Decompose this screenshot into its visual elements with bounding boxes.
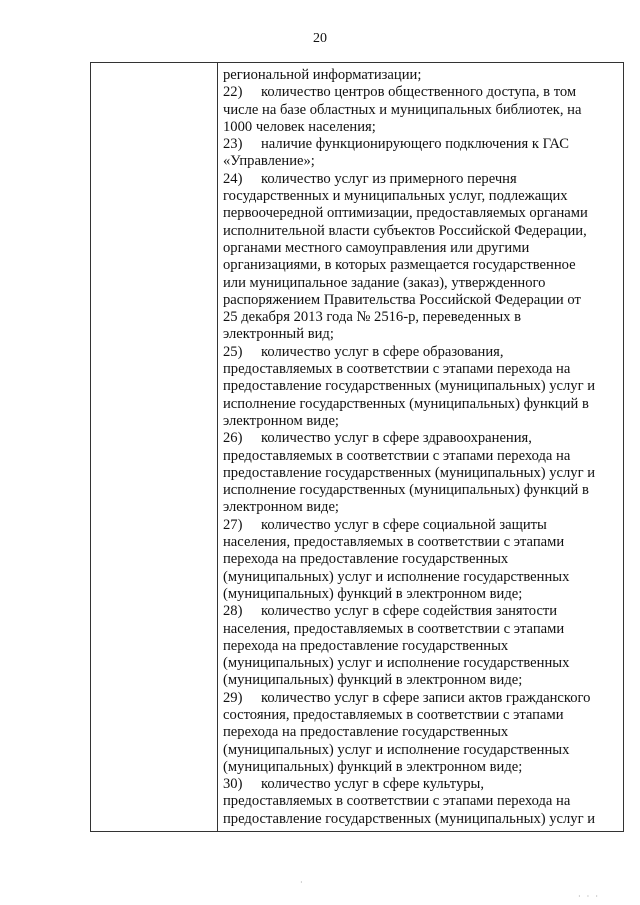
line-text: предоставление государственных (муниципальных) услуг и [223, 810, 596, 827]
line-text: количество центров общественного доступа, в том [261, 84, 577, 101]
text-line [223, 448, 615, 465]
text-line [223, 638, 615, 655]
column-divider [217, 63, 218, 831]
line-text: количество услуг в сфере социальной защиты [261, 516, 547, 533]
text-line [223, 672, 615, 689]
text-line [223, 569, 615, 586]
line-text: состояния, предоставляемых в соответствии с этапами [223, 706, 564, 723]
line-text: населения, предоставляемых в соответствии с этапами [223, 534, 565, 551]
line-text: электронный вид; [223, 326, 334, 343]
text-line [223, 257, 615, 274]
text-line [223, 742, 615, 759]
scan-speck: · [300, 878, 303, 887]
line-text: перехода на предоставление государственных [223, 637, 509, 654]
text-line [223, 707, 615, 724]
text-line [223, 430, 615, 447]
line-text: исполнение государственных (муниципальных) функций в [223, 482, 589, 499]
line-text: (муниципальных) услуг и исполнение государственных [223, 655, 570, 672]
line-text: предоставляемых в соответствии с этапами перехода на [223, 447, 571, 464]
text-line [223, 292, 615, 309]
scan-speck: · · · [578, 892, 600, 901]
text-line [223, 205, 615, 222]
line-text: количество услуг в сфере культуры, [261, 776, 485, 793]
text-line [223, 793, 615, 810]
text-line [223, 171, 615, 188]
line-text: организациями, в которых размещается государственное [223, 257, 576, 274]
item-number: 30) [223, 776, 243, 793]
line-text: предоставление государственных (муниципальных) услуг и [223, 378, 596, 395]
line-text: электронном виде; [223, 499, 339, 516]
line-text: (муниципальных) функций в электронном виде; [223, 758, 523, 775]
text-line [223, 724, 615, 741]
text-line [223, 378, 615, 395]
text-line [223, 326, 615, 343]
text-line [223, 344, 615, 361]
document-table [90, 62, 624, 832]
text-line [223, 413, 615, 430]
line-text: (муниципальных) функций в электронном виде; [223, 672, 523, 689]
line-text: числе на базе областных и муниципальных библиотек, на [223, 101, 582, 118]
text-line [223, 776, 615, 793]
line-text: (муниципальных) функций в электронном виде; [223, 585, 523, 602]
line-text: (муниципальных) услуг и исполнение государственных [223, 568, 570, 585]
line-text: или муниципальное задание (заказ), утвержденного [223, 274, 546, 291]
item-number: 23) [223, 136, 243, 153]
item-number: 26) [223, 430, 243, 447]
line-text: количество услуг в сфере здравоохранения, [261, 430, 532, 447]
line-text: населения, предоставляемых в соответствии с этапами [223, 620, 565, 637]
page-number: 20 [313, 31, 327, 46]
text-line [223, 517, 615, 534]
text-line [223, 690, 615, 707]
line-text: перехода на предоставление государственных [223, 551, 509, 568]
text-line [223, 759, 615, 776]
line-text: исполнительной власти субъектов Российской Федерации, [223, 222, 587, 239]
line-text: государственных и муниципальных услуг, подлежащих [223, 188, 568, 205]
text-line [223, 188, 615, 205]
text-line [223, 240, 615, 257]
line-text: предоставляемых в соответствии с этапами перехода на [223, 793, 571, 810]
item-number: 27) [223, 516, 243, 533]
text-line [223, 102, 615, 119]
line-text: предоставляемых в соответствии с этапами перехода на [223, 361, 571, 378]
text-line [223, 119, 615, 136]
line-text: «Управление»; [223, 153, 315, 170]
line-text: 1000 человек населения; [223, 118, 376, 135]
text-line [223, 482, 615, 499]
line-text: (муниципальных) услуг и исполнение государственных [223, 741, 570, 758]
item-number: 29) [223, 689, 243, 706]
line-text: количество услуг в сфере образования, [261, 343, 504, 360]
line-text: перехода на предоставление государственных [223, 724, 509, 741]
table-text-cell [223, 67, 615, 828]
text-line [223, 811, 615, 828]
text-line [223, 153, 615, 170]
text-line [223, 223, 615, 240]
line-text: количество услуг в сфере записи актов гражданского [261, 689, 591, 706]
text-line [223, 396, 615, 413]
line-text: количество услуг из примерного перечня [261, 170, 517, 187]
text-line [223, 275, 615, 292]
item-number: 24) [223, 170, 243, 187]
line-text: первоочередной оптимизации, предоставляемых органами [223, 205, 588, 222]
line-text: 25 декабря 2013 года № 2516-р, переведенных в [223, 309, 521, 326]
text-line [223, 534, 615, 551]
text-line [223, 655, 615, 672]
text-line [223, 136, 615, 153]
line-text: электронном виде; [223, 412, 339, 429]
text-line [223, 361, 615, 378]
text-line [223, 84, 615, 101]
line-text: органами местного самоуправления или другими [223, 239, 530, 256]
text-line [223, 309, 615, 326]
text-line [223, 586, 615, 603]
text-line [223, 67, 615, 84]
text-line [223, 465, 615, 482]
line-text: региональной информатизации; [223, 67, 422, 83]
text-line [223, 621, 615, 638]
line-text: распоряжением Правительства Российской Федерации от [223, 291, 581, 308]
text-line [223, 499, 615, 516]
text-line [223, 603, 615, 620]
line-text: количество услуг в сфере содействия занятости [261, 603, 558, 620]
item-number: 25) [223, 343, 243, 360]
item-number: 22) [223, 84, 243, 101]
text-line [223, 551, 615, 568]
line-text: предоставление государственных (муниципальных) услуг и [223, 464, 596, 481]
item-number: 28) [223, 603, 243, 620]
line-text: исполнение государственных (муниципальных) функций в [223, 395, 589, 412]
line-text: наличие функционирующего подключения к ГАС [261, 136, 569, 153]
